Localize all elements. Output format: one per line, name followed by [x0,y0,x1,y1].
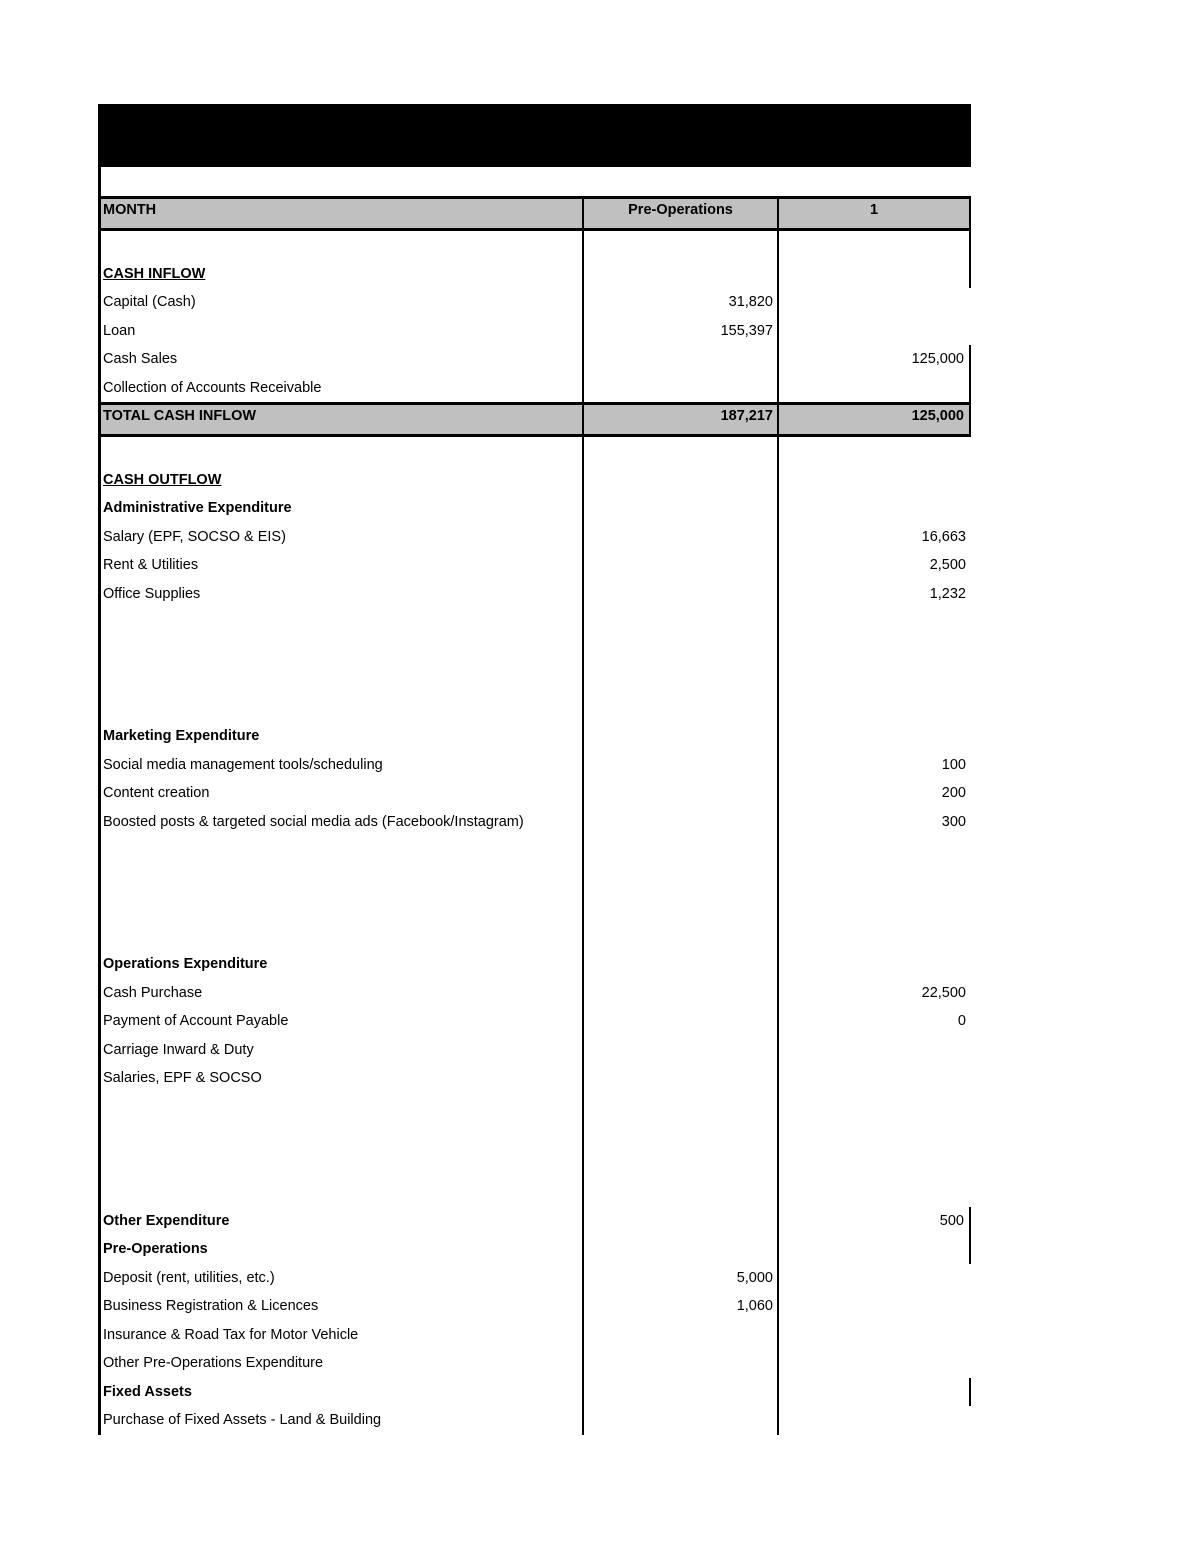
blank-row [98,893,971,922]
total-pre-operations: 187,217 [582,405,777,434]
pre-operations-value [582,779,777,808]
table-row [98,808,971,837]
month-1-value [777,1321,971,1350]
pre-operations-heading: Pre-Operations [98,1235,582,1264]
section-heading-row [98,1207,971,1236]
month-label: MONTH [98,199,582,228]
header-row [98,196,971,231]
blank-row [98,665,971,694]
row-label: Insurance & Road Tax for Motor Vehicle [98,1321,582,1350]
cash-outflow-heading-row [98,466,971,495]
row-label: Payment of Account Payable [98,1007,582,1036]
table-row [98,551,971,580]
blank-row [98,694,971,723]
month-1-value: 100 [777,751,971,780]
pre-operations-value [582,523,777,552]
month-1-value [777,1292,971,1321]
pre-operations-value [582,1007,777,1036]
pre-operations-value [582,1321,777,1350]
blank-row [98,637,971,666]
month-1-value: 300 [777,808,971,837]
row-label: Other Pre-Operations Expenditure [98,1349,582,1378]
pre-operations-value [582,808,777,837]
blank-row [98,922,971,951]
blank-row [98,1178,971,1207]
row-label: Collection of Accounts Receivable [98,374,582,403]
row-label: Salaries, EPF & SOCSO [98,1064,582,1093]
month-1-value [777,1264,971,1293]
section-heading-row [98,494,971,523]
pre-operations-value [582,374,777,403]
table-row [98,1349,971,1378]
section-heading-row [98,950,971,979]
row-label: Rent & Utilities [98,551,582,580]
blank-row [98,437,971,466]
title-banner [98,104,971,167]
table-row [98,345,971,374]
row-label: Salary (EPF, SOCSO & EIS) [98,523,582,552]
blank-row [98,608,971,637]
table-row [98,523,971,552]
month-1-value: 2,500 [777,551,971,580]
month-1-value: 125,000 [777,345,971,374]
total-label: TOTAL CASH INFLOW [98,405,582,434]
pre-operations-value: 31,820 [582,288,777,317]
pre-operations-value [582,580,777,609]
row-label: Boosted posts & targeted social media ads (Facebook/Instagram) [98,808,582,837]
pre-operations-value: 155,397 [582,317,777,346]
pre-operations-value [582,979,777,1008]
month-1-value [777,374,971,403]
table-row [98,779,971,808]
blank-row [98,1121,971,1150]
other-month-1-value: 500 [777,1207,971,1236]
cash-inflow-heading-row [98,260,971,289]
row-label: Office Supplies [98,580,582,609]
table-row [98,1264,971,1293]
month-1-value: 0 [777,1007,971,1036]
table-row [98,580,971,609]
admin-heading: Administrative Expenditure [98,494,582,523]
month-1-header: 1 [777,199,971,228]
table-row [98,1321,971,1350]
blank-row [98,1150,971,1179]
table-row [98,374,971,403]
blank-row [98,231,971,260]
month-1-value: 200 [777,779,971,808]
section-heading-row [98,1378,971,1407]
marketing-heading: Marketing Expenditure [98,722,582,751]
row-label: Cash Sales [98,345,582,374]
pre-operations-value [582,1036,777,1065]
section-heading-row [98,722,971,751]
month-1-value [777,1406,971,1435]
month-1-value: 1,232 [777,580,971,609]
total-cash-inflow-row [98,402,971,437]
pre-operations-value [582,751,777,780]
row-label: Business Registration & Licences [98,1292,582,1321]
cash-flow-sheet [98,104,971,1435]
table-row [98,1292,971,1321]
month-1-value [777,288,971,317]
row-label: Content creation [98,779,582,808]
pre-operations-value [582,1064,777,1093]
pre-operations-value: 5,000 [582,1264,777,1293]
row-label: Capital (Cash) [98,288,582,317]
pre-operations-value [582,345,777,374]
total-month-1: 125,000 [777,405,971,434]
table-row [98,288,971,317]
row-label: Cash Purchase [98,979,582,1008]
row-label: Social media management tools/scheduling [98,751,582,780]
other-heading: Other Expenditure [98,1207,582,1236]
row-label: Purchase of Fixed Assets - Land & Building [98,1406,582,1435]
blank-row [98,865,971,894]
table-row [98,317,971,346]
month-1-value [777,317,971,346]
spacer [98,167,971,196]
fixed-assets-heading: Fixed Assets [98,1378,582,1407]
pre-operations-header: Pre-Operations [582,199,777,228]
row-label: Carriage Inward & Duty [98,1036,582,1065]
pre-operations-value [582,551,777,580]
table-row [98,1406,971,1435]
month-1-value [777,1036,971,1065]
cash-inflow-heading: CASH INFLOW [98,260,582,289]
pre-operations-value: 1,060 [582,1292,777,1321]
month-1-value [777,1349,971,1378]
pre-operations-value [582,1406,777,1435]
month-1-value: 22,500 [777,979,971,1008]
row-label: Loan [98,317,582,346]
operations-heading: Operations Expenditure [98,950,582,979]
blank-row [98,836,971,865]
pre-operations-value [582,1349,777,1378]
blank-row [98,1093,971,1122]
table-row [98,1036,971,1065]
table-row [98,1007,971,1036]
table-row [98,751,971,780]
cash-outflow-heading: CASH OUTFLOW [98,466,582,495]
table-row [98,979,971,1008]
month-1-value [777,1064,971,1093]
table-row [98,1064,971,1093]
row-label: Deposit (rent, utilities, etc.) [98,1264,582,1293]
section-heading-row [98,1235,971,1264]
month-1-value: 16,663 [777,523,971,552]
